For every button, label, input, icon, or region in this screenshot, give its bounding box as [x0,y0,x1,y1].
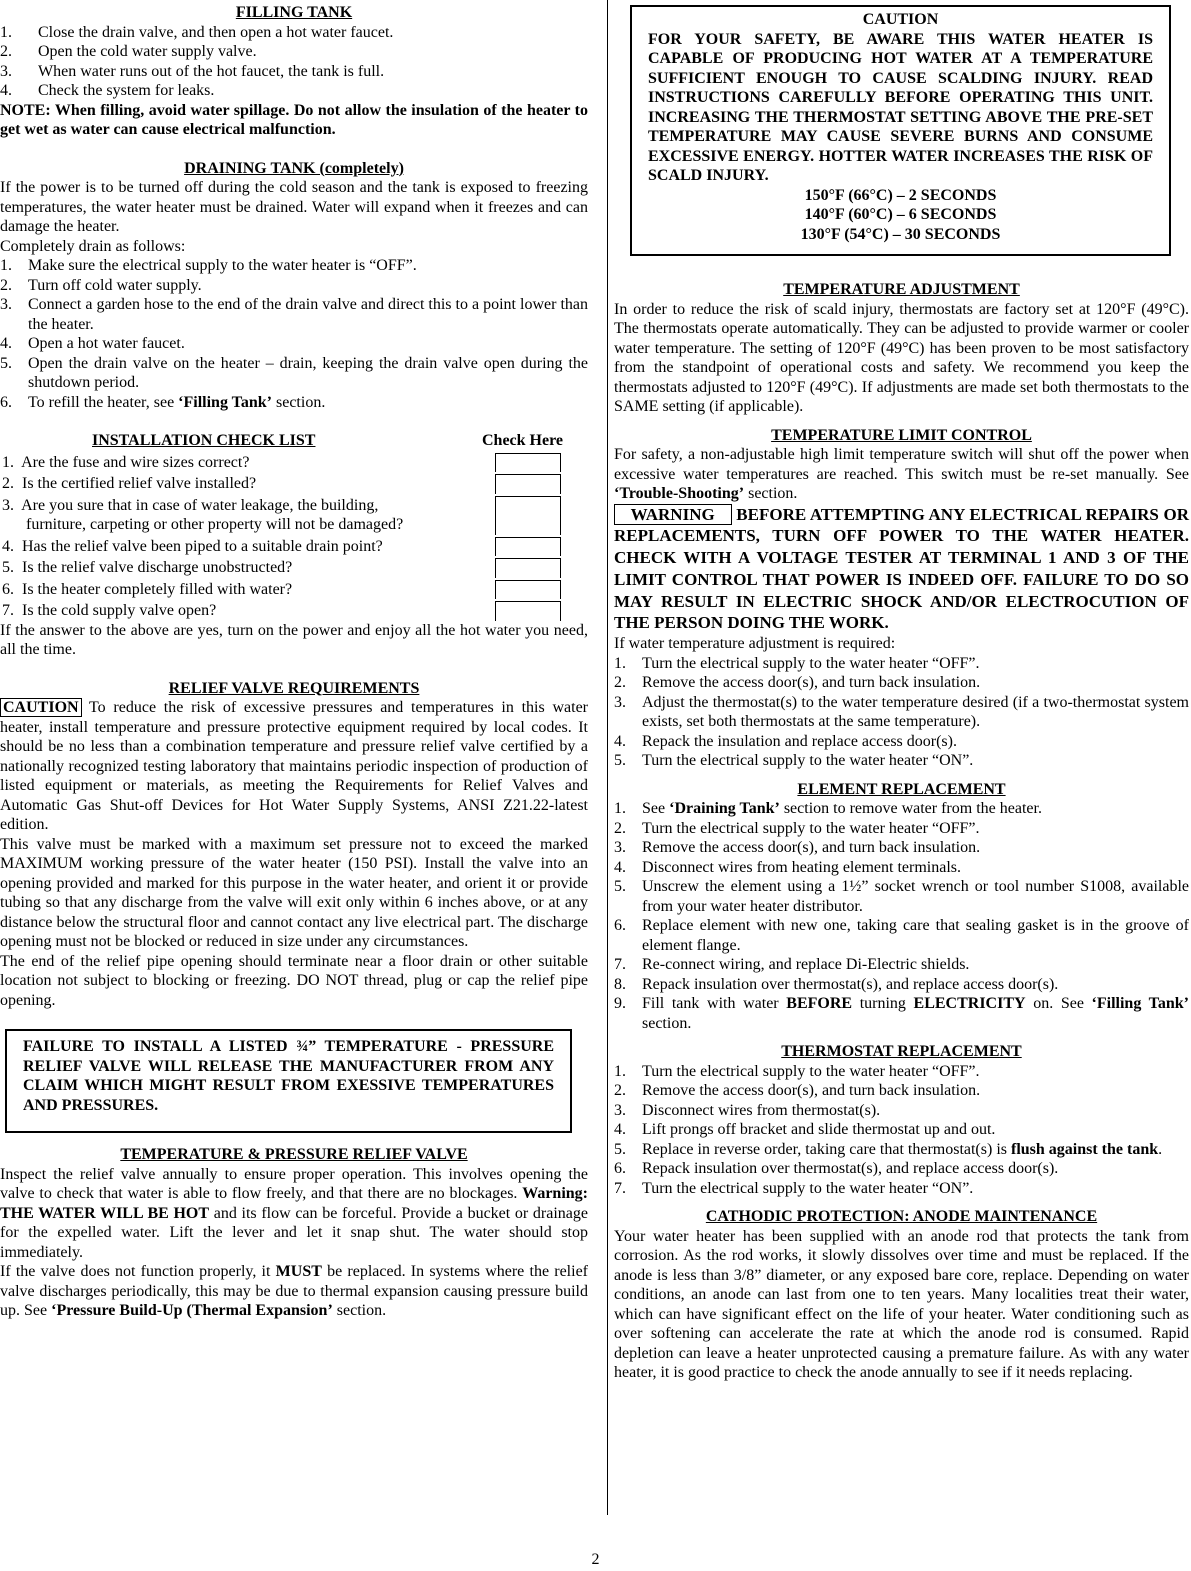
list-text [28,256,588,276]
text-segment: NOTE: When filling, avoid water spillage. Do not allow the insulation of the heater to get wet as water can cause electrical malfunction. [0,101,588,138]
spacer [0,1010,588,1029]
text-segment: Re-connect wiring, and replace Di-Electric shields. [642,956,970,974]
text-segment: Your water heater has been supplied with an anode rod that protects the tank from corrosion. As the rod works, it slowly dissolves over time and must be replaced. If the anode is less than 3/8” diameter, or any exposed bare core, replace. Depending on water conditions, an anode can last from one to ten years. Many localities treat their water, which can have significant effect on the life of your heater. Water conditioning such as over softening can accelerate the rate at which the anode rod is consumed. Rapid depletion can leave a heater unprotected causing a premature failure. As with any water heater, it is good practice to check the anode annually to see if it needs replacing. [614,1227,1189,1382]
text-segment: Replace element with new one, taking care that sealing gasket is in the groove of element flange. [642,917,1189,954]
list-item [0,354,588,393]
numbered-list [0,256,588,412]
text-segment: If the power is to be turned off during the cold season and the tank is exposed to freezing temperatures, the water heater must be drained. Water will expand when it freezes and can damage the heater. [0,179,588,235]
right-column [614,3,1189,1383]
paragraph [0,1262,588,1321]
list-number: 3. [0,296,12,313]
checklist-item [0,474,588,494]
section-heading: TEMPERATURE ADJUSTMENT [783,281,1020,298]
list-text [642,1081,1189,1101]
text-segment: To refill the heater, see [28,393,179,411]
list-text [642,1101,1189,1121]
list-item [614,994,1189,1033]
list-item [0,256,588,276]
list-item [614,1179,1189,1199]
text-segment: Unscrew the element using a 1½” socket wrench or tool number S1008, available from your water heater distributor. [642,878,1189,915]
text-segment: Remove the access door(s), and turn back insulation. [642,674,981,692]
list-number: 2. [0,276,12,294]
list-text [642,819,1189,839]
text-segment: Turn off cold water supply. [28,276,202,294]
text-segment: Make sure the electrical supply to the water heater is “OFF”. [28,257,417,274]
list-number: 4. [614,732,626,750]
text-segment: section. [272,393,326,411]
list-number: 1. [614,654,626,672]
list-number: 5. [614,1140,626,1158]
list-text [642,1140,1189,1160]
checklist-item [0,601,588,621]
paragraph [0,952,588,1011]
list-number: 2. [614,819,626,837]
list-item [614,1062,1189,1082]
text-segment: ‘Filling Tank’ [178,393,272,411]
checkbox[interactable] [495,558,561,578]
failure-warning-box [5,1029,572,1133]
page-number: 2 [591,1551,600,1568]
checklist-text: 3. Are you sure that in case of water leakage, the building, furniture, carpeting or other property will not be damaged? [2,496,404,533]
list-text [642,916,1189,955]
text-segment: on. See [1025,995,1092,1013]
text-segment: section. [744,485,798,502]
list-text [28,295,588,334]
text-segment: ELECTRICITY [913,995,1026,1013]
spacer [614,417,1189,426]
label-box: WARNING [614,504,732,525]
paragraph [0,621,588,660]
list-item [614,877,1189,916]
checklist-item [0,580,588,600]
list-number: 6. [0,393,12,411]
list-text [642,654,1189,674]
text-segment: If the valve does not function properly, it [0,1263,276,1280]
list-item [0,62,588,82]
text-segment: The end of the relief pipe opening should terminate near a floor drain or other suitable location not subject to blocking or freezing. DO NOT thread, plug or cap the relief pipe opening. [0,952,588,1009]
list-number: 4. [0,82,12,99]
checkbox[interactable] [495,537,561,557]
list-item [614,732,1189,752]
text-segment: For safety, a non-adjustable high limit temperature switch will shut off the power when excessive water temperatures are reached. This switch must be re-set manually. See [614,446,1189,483]
column-divider [607,0,608,1515]
list-number: 6. [614,1160,626,1178]
list-item [0,295,588,334]
list-text [642,693,1189,732]
checkbox[interactable] [495,601,561,621]
list-item [614,916,1189,955]
list-item [614,1120,1189,1140]
list-text [642,877,1189,916]
checkbox[interactable] [495,496,561,535]
section-heading: ELEMENT REPLACEMENT [797,780,1006,798]
text-segment: flush against the tank [1010,1140,1159,1158]
list-text [28,334,588,354]
list-item [0,334,588,354]
list-text [642,1062,1189,1082]
checklist-text: 5. Is the relief valve discharge unobstructed? [2,559,293,576]
list-item [614,751,1189,771]
text-segment: Completely drain as follows: [0,237,186,255]
list-item [614,1101,1189,1121]
checklist-header [0,431,588,451]
text-segment: Turn the electrical supply to the water heater “OFF”. [642,654,980,672]
list-number: 1. [614,800,626,818]
numbered-list [614,1062,1189,1199]
scald-time: 150°F (66°C) – 2 SECONDS [804,186,997,204]
list-number: 3. [0,62,12,80]
list-text [642,1159,1189,1179]
text-segment: ‘Pressure Build-Up (Thermal Expansion’ [51,1302,333,1319]
paragraph [614,445,1189,504]
list-item [614,975,1189,995]
text-segment: BEFORE ATTEMPTING ANY ELECTRICAL REPAIRS OR REPLACEMENTS, TURN OFF POWER TO THE WATER HEATER. CHECK WITH A VOLTAGE TESTER AT TERMINAL 1 AND 3 OF THE LIMIT CONTROL THAT POWER IS INDEED OFF. FAILURE TO DO SO MAY RESULT IN ELECTRIC SHOCK AND/OR ELECTROCUTION OF THE PERSON DOING THE WORK. [614,504,1189,633]
list-item [0,23,588,43]
section-heading: RELIEF VALVE REQUIREMENTS [168,679,420,697]
text-segment: Open the drain valve on the heater – drain, keeping the drain valve open during the shutdown period. [28,354,588,391]
list-item [614,693,1189,732]
text-segment: ‘Filling Tank’ [1091,995,1189,1013]
paragraph [614,504,1189,635]
text-segment: section to remove water from the heater. [779,800,1042,818]
paragraph [0,1165,588,1263]
list-text [38,42,588,62]
text-segment: Adjust the thermostat(s) to the water temperature desired (if a two-thermostat system exists, set both thermostats at the same temperature). [642,693,1189,731]
paragraph [0,178,588,237]
list-number: 7. [614,1179,626,1197]
section-heading: DRAINING TANK (completely) [184,159,404,177]
paragraph [614,634,1189,654]
text-segment: When water runs out of the hot faucet, the tank is full. [38,62,385,80]
text-segment: Open the cold water supply valve. [38,43,257,60]
list-text [642,858,1189,878]
list-item [614,858,1189,878]
spacer [0,412,588,431]
checkbox[interactable] [495,453,561,473]
list-number: 5. [0,354,12,372]
caution-box [630,5,1171,256]
text-segment: FAILURE TO INSTALL A LISTED ¾” TEMPERATURE - PRESSURE RELIEF VALVE WILL RELEASE THE MANUFACTURER FROM ANY CLAIM WHICH MIGHT RESULT FROM EXESSIVE TEMPERATURES AND PRESSURES. [23,1038,554,1114]
list-number: 9. [614,995,626,1013]
text-segment: Disconnect wires from heating element terminals. [642,858,962,876]
list-text [642,751,1189,771]
text-segment: Turn the electrical supply to the water heater “OFF”. [642,1062,980,1080]
section-heading: FILLING TANK [235,4,353,21]
list-text [28,276,588,296]
paragraph [614,300,1189,417]
list-text [642,955,1189,975]
text-segment: If water temperature adjustment is required: [614,635,896,653]
paragraph [0,835,588,952]
section-heading: INSTALLATION CHECK LIST [92,432,316,449]
paragraph [0,698,588,835]
list-number: 7. [614,956,626,974]
text-segment: Open a hot water faucet. [28,335,185,352]
text-segment: MUST [275,1263,322,1280]
list-item [614,654,1189,674]
text-segment: This valve must be marked with a maximum set pressure not to exceed the marked MAXIMUM working pressure of the water heater (150 PSI). Install the valve into an opening provided and marked for this purpose in the water heater, and orient it or provide tubing so that any discharge from the valve will exit only within 6 inches above, or at any distance below the structural floor and cannot contact any live electrical part. The discharge opening must not be blocked or reduced in size under any circumstances. [0,835,588,950]
checklist-item [0,453,588,473]
section-heading: TEMPERATURE & PRESSURE RELIEF VALVE [120,1146,468,1163]
spacer [614,1033,1189,1042]
text-segment: Remove the access door(s), and turn back insulation. [642,1082,981,1100]
list-number: 2. [0,43,12,60]
checkbox[interactable] [495,580,561,600]
label-box: CAUTION [0,698,82,717]
text-segment: ‘Trouble-Shooting’ [614,485,745,502]
list-text [642,799,1189,819]
list-text [642,975,1189,995]
text-segment: Warning: THE WATER WILL BE HOT [0,1185,588,1222]
spacer [0,140,588,159]
list-item [0,276,588,296]
checklist-text: 2. Is the certified relief valve installed? [2,475,257,492]
text-segment: and its flow can be forceful. Provide a bucket or drainage for the expelled water. Lift the lever and let it snap shut. The water should stop immediately. [0,1204,589,1261]
checklist-item [0,558,588,578]
spacer [614,1198,1189,1207]
list-number: 1. [0,23,12,41]
text-segment: ‘Draining Tank’ [669,800,780,818]
text-segment: Turn the electrical supply to the water heater “ON”. [642,1179,974,1197]
checkbox[interactable] [495,474,561,494]
text-segment: section. [332,1302,387,1319]
text-segment: Lift prongs off bracket and slide thermostat up and out. [642,1121,996,1139]
list-text [642,994,1189,1033]
text-segment: Turn the electrical supply to the water heater “OFF”. [642,819,980,837]
text-segment: Turn the electrical supply to the water heater “ON”. [642,752,974,770]
list-number: 3. [614,1101,626,1119]
text-segment: Repack the insulation and replace access door(s). [642,732,957,750]
checklist-text: 6. Is the heater completely filled with water? [2,580,293,598]
paragraph [0,237,588,257]
list-number: 4. [614,858,626,876]
section-heading: CATHODIC PROTECTION: ANODE MAINTENANCE [705,1208,1098,1226]
numbered-list [614,654,1189,771]
list-number: 1. [0,257,12,274]
list-item [0,81,588,101]
section-heading: THERMOSTAT REPLACEMENT [781,1043,1022,1061]
list-number: 6. [614,917,626,935]
caution-text: FOR YOUR SAFETY, BE AWARE THIS WATER HEATER IS CAPABLE OF PRODUCING HOT WATER AT A TEMPERATURE SUFFICIENT ENOUGH TO CAUSE SCALDING INJURY. READ INSTRUCTIONS CAREFULLY BEFORE OPERATING THIS UNIT. INCREASING THE THERMOSTAT SETTING ABOVE THE PRE-SET TEMPERATURE MAY CAUSE SEVERE BURNS AND CONSUME EXCESSIVE ENERGY. HOTTER WATER INCREASES THE RISK OF SCALD INJURY. [648,30,1153,184]
text-segment: BEFORE [786,995,853,1013]
text-segment: See [642,800,670,818]
text-segment: . [1158,1140,1163,1158]
left-column [0,3,588,1321]
text-segment: Replace in reverse order, taking care that thermostat(s) is [642,1140,1011,1158]
list-text [642,732,1189,752]
caution-title: CAUTION [862,11,939,28]
list-item [614,799,1189,819]
section-heading: TEMPERATURE LIMIT CONTROL [771,426,1032,444]
list-item [614,1081,1189,1101]
list-item [614,819,1189,839]
list-text [642,673,1189,693]
text-segment: Fill tank with water [642,995,787,1013]
list-item [614,1140,1189,1160]
text-segment: Disconnect wires from thermostat(s). [642,1101,881,1119]
list-number: 4. [614,1121,626,1139]
text-segment: Repack insulation over thermostat(s), and replace access door(s). [642,1160,1059,1178]
text-segment: Inspect the relief valve annually to ensure proper operation. This involves opening the valve to check that water is able to flow freely, and that there are no blockages. [0,1165,588,1202]
paragraph [0,101,588,140]
list-text [642,1179,1189,1199]
list-number: 3. [614,693,626,711]
text-segment: section. [642,1014,692,1032]
list-item [614,955,1189,975]
list-item [614,1159,1189,1179]
scald-time: 130°F (54°C) – 30 SECONDS [800,225,1001,243]
text-segment: To reduce the risk of excessive pressures and temperatures in this water heater, install temperature and pressure protective equipment required by local codes. It should be no less than a combination temperature and pressure relief valve certified by a nationally recognized testing laboratory that maintains periodic inspection of production of listed equipment or materials, as meeting the Requirements for Relief Valves and Automatic Gas Shut-off Devices for Hot Water Supply Systems, ANSI Z21.22-latest edition. [0,699,588,833]
text-segment: Repack insulation over thermostat(s), and replace access door(s). [642,975,1059,993]
list-number: 8. [614,975,626,993]
text-segment: In order to reduce the risk of scald injury, thermostats are factory set at 120°F (49°C). The thermostats operate automatically. They can be adjusted to provide warmer or cooler water temperature. The setting of 120°F (49°C) has been proven to be most satisfactory from the standpoint of operational costs and safety. We recommend you keep the thermostats adjusted to 120°F (49°C). If adjustments are made set both thermostats to the SAME setting (if applicable). [614,300,1189,415]
list-number: 5. [614,752,626,770]
numbered-list [614,799,1189,1033]
list-number: 1. [614,1062,626,1080]
list-item [0,42,588,62]
list-text [28,393,588,413]
check-here-label: Check Here [481,432,563,449]
text-segment: Connect a garden hose to the end of the drain valve and direct this to a point lower than the heater. [28,296,588,333]
scald-time: 140°F (60°C) – 6 SECONDS [804,206,997,223]
text-segment: turning [852,995,914,1013]
checklist-text: 1. Are the fuse and wire sizes correct? [2,453,250,471]
checklist-text: 4. Has the relief valve been piped to a suitable drain point? [2,537,383,555]
text-segment: be replaced. In systems where the relief valve discharges periodically, this may be due to thermal expansion causing pressure build up. See [0,1263,588,1319]
numbered-list [0,23,588,101]
checklist-text: 7. Is the cold supply valve open? [2,602,217,619]
list-text [38,81,588,101]
spacer [614,771,1189,780]
list-text [28,354,588,393]
checklist-item [0,537,588,557]
list-item [614,838,1189,858]
paragraph [614,1227,1189,1383]
list-item [614,673,1189,693]
list-text [38,23,588,43]
checklist-item [0,496,588,535]
text-segment: Remove the access door(s), and turn back insulation. [642,839,981,857]
list-number: 4. [0,335,12,352]
list-item [0,393,588,413]
text-segment: Close the drain valve, and then open a hot water faucet. [38,23,394,41]
text-segment: Check the system for leaks. [38,82,215,99]
list-number: 5. [614,878,626,896]
list-text [38,62,588,82]
list-text [642,1120,1189,1140]
list-number: 2. [614,1082,626,1100]
text-segment: If the answer to the above are yes, turn on the power and enjoy all the hot water you need, all the time. [0,621,588,658]
spacer [0,660,588,679]
list-number: 2. [614,674,626,692]
list-number: 3. [614,839,626,857]
list-text [642,838,1189,858]
